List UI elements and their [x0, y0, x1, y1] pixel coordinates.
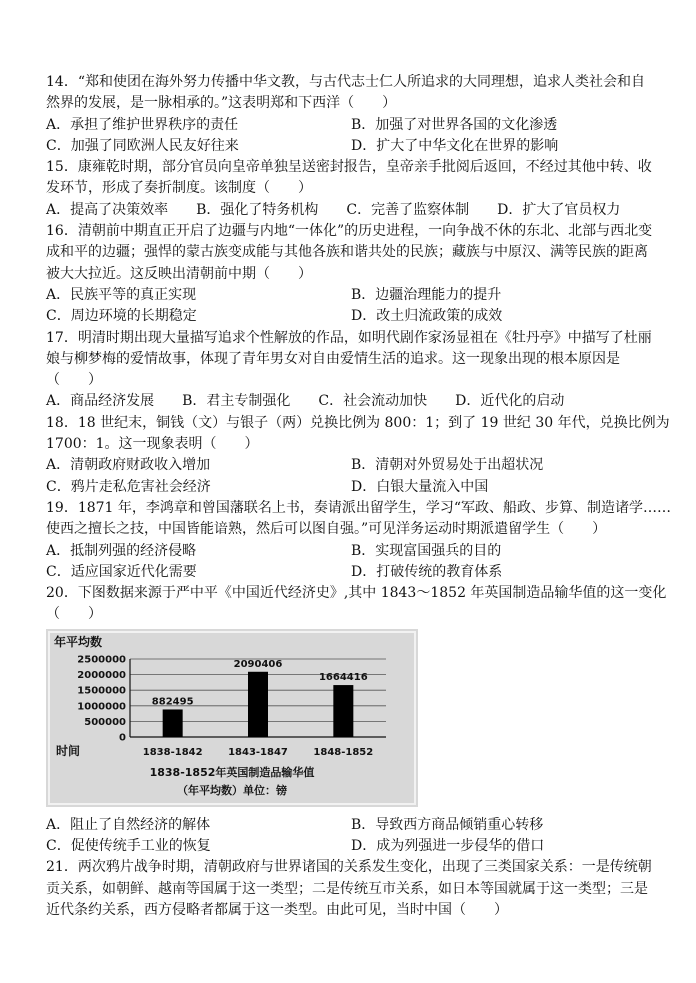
- question-stem-line: 16．清朝前中期直正开启了边疆与内地“一体化”的历史进程，一向争战不休的东北、北部与西北变: [46, 223, 653, 240]
- option-row: [46, 391, 656, 412]
- question-stem-line: 17．明清时期出现大量描写追求个性解放的作品，如明代剧作家汤显祖在《牡丹亭》中描写了杜丽: [46, 329, 652, 346]
- option-b: B．强化了特务机构: [196, 201, 319, 218]
- exam-page: [46, 72, 672, 921]
- option-a: A．清朝政府财政收入增加: [46, 457, 211, 474]
- option-d: D．近代化的启动: [455, 393, 565, 410]
- option-c: C．适应国家近代化需要: [46, 563, 197, 580]
- question-stem-line: 然界的发展，是一脉相承的。”这表明郑和下西洋（ ）: [46, 95, 397, 112]
- x-axis-ticks: [143, 747, 374, 758]
- option-d: D．白银大量流入中国: [351, 478, 489, 495]
- y-tick-label: 0: [119, 732, 126, 744]
- chart-title: 1838-1852年英国制造品输华值: [149, 765, 315, 779]
- option-c: C．加强了同欧洲人民友好往来: [46, 137, 239, 154]
- option-c: C．社会流动加快: [318, 393, 428, 410]
- bar: [248, 671, 268, 736]
- bar: [333, 685, 353, 737]
- option-d: D．打破传统的教育体系: [351, 563, 503, 580]
- y-tick-label: 2000000: [77, 669, 126, 681]
- option-a: A．提高了决策效率: [46, 201, 169, 218]
- question-stem-line: 发环节，形成了奏折制度。该制度（ ）: [46, 180, 312, 197]
- option-c: C．促使传统手工业的恢复: [46, 838, 211, 855]
- option-a: A．抵制列强的经济侵略: [46, 542, 197, 559]
- option-row: [46, 541, 656, 562]
- option-b: B．加强了对世界各国的文化渗透: [351, 116, 558, 133]
- y-tick-label: 1000000: [77, 701, 126, 713]
- option-row: [46, 306, 656, 327]
- question-stem-line: 娘与柳梦梅的爱情故事，体现了青年男女对自由爱情生活的追求。这一现象出现的根本原因是: [46, 350, 620, 367]
- option-row: [46, 136, 656, 157]
- y-tick-label: 2500000: [77, 654, 126, 666]
- option-b: B．导致西方商品倾销重心转移: [351, 816, 544, 833]
- chart-subtitle: （年平均数）单位：镑: [177, 783, 287, 797]
- option-c: C．鸦片走私危害社会经济: [46, 478, 211, 495]
- option-d: D．改土归流政策的成效: [351, 308, 503, 325]
- option-b: B．边疆治理能力的提升: [351, 286, 502, 303]
- option-a: A．商品经济发展: [46, 393, 155, 410]
- option-row: [46, 815, 656, 836]
- option-c: C．完善了监察体制: [346, 201, 470, 218]
- bar-value-label: 2090406: [233, 658, 283, 670]
- question-stem-line: 20．下图数据来源于严中平《中国近代经济史》,其中 1843～1852 年英国制造品输华值的这一变化: [46, 585, 667, 602]
- question-stem-line: （ ）: [46, 372, 102, 389]
- question-21: [46, 857, 656, 921]
- question-stem-line: 18．18 世纪末，铜钱（文）与银子（两）兑换比例为 800：1；到了 19 世纪 30 年代，兑换比例为: [46, 414, 670, 431]
- question-stem-line: 21．两次鸦片战争时期，清朝政府与世界诸国的关系发生变化，出现了三类国家关系：一是传统朝: [46, 859, 652, 876]
- question-stem-line: 被大大拉近。这反映出清朝前中期（ ）: [46, 265, 312, 282]
- chart-header: 年平均数: [54, 634, 103, 649]
- x-tick-label: 1838-1842: [142, 746, 203, 758]
- option-d: D．扩大了中华文化在世界的影响: [351, 137, 559, 154]
- bar-chart: [46, 629, 418, 807]
- bar-chart-svg: [46, 629, 418, 807]
- y-tick-label: 500000: [84, 716, 126, 728]
- option-a: A．阻止了自然经济的解体: [46, 816, 211, 833]
- option-row: [46, 200, 656, 221]
- question-stem-line: 14．“郑和使团在海外努力传播中华文教，与古代志士仁人所追求的大同理想，追求人类社会和自: [46, 74, 645, 90]
- question-17: [46, 328, 656, 413]
- question-18: [46, 413, 670, 498]
- question-stem-line: 使西之擅长之技，中国皆能谙熟，然后可以图自强。”可见洋务运动时期派遣留学生（ ）: [46, 521, 607, 538]
- option-d: D．扩大了官员权力: [497, 201, 621, 218]
- x-axis-label: 时间: [56, 743, 81, 758]
- option-b: B．君主专制强化: [182, 393, 291, 410]
- bar-value-label: 1664416: [318, 671, 368, 683]
- question-stem-line: 1700：1。这一现象表明（ ）: [46, 436, 259, 453]
- question-stem-line: 15．康雍乾时期，部分官员向皇帝单独呈送密封报告，皇帝亲手批阅后返回，不经过其他中转、收: [46, 159, 652, 176]
- question-15: [46, 157, 656, 221]
- question-20: [46, 583, 667, 857]
- question-14: [46, 72, 656, 157]
- option-b: B．实现富国强兵的目的: [351, 542, 502, 559]
- y-tick-label: 1500000: [77, 685, 126, 697]
- option-a: A．民族平等的真正实现: [46, 286, 197, 303]
- question-stem-line: （ ）: [46, 606, 102, 623]
- option-row: [46, 836, 656, 857]
- question-stem-line: 贡关系，如朝鲜、越南等国属于这一类型；二是传统互市关系，如日本等国就属于这一类型；三是: [46, 880, 648, 897]
- option-d: D．成为列强进一步侵华的借口: [351, 838, 545, 855]
- question-stem-line: 近代条约关系，西方侵略者都属于这一类型。由此可见，当时中国（ ）: [46, 901, 508, 918]
- option-a: A．承担了维护世界秩序的责任: [46, 116, 239, 133]
- option-row: [46, 455, 656, 476]
- question-19: [46, 498, 672, 583]
- question-16: [46, 221, 656, 327]
- question-stem-line: 成和平的边疆；强悍的蒙古族变成能与其他各族和谐共处的民族；藏族与中原汉、满等民族的距离: [46, 244, 648, 261]
- x-tick-label: 1848-1852: [313, 746, 374, 758]
- option-row: [46, 115, 656, 136]
- question-stem-line: 19．1871 年，李鸿章和曾国藩联名上书，奏请派出留学生，学习“军政、船政、步算、制造诸学……: [46, 499, 672, 516]
- option-c: C．周边环境的长期稳定: [46, 308, 197, 325]
- x-tick-label: 1843-1847: [228, 746, 288, 758]
- option-b: B．清朝对外贸易处于出超状况: [351, 457, 544, 474]
- option-row: [46, 285, 656, 306]
- option-row: [46, 562, 656, 583]
- bar: [163, 709, 183, 737]
- option-row: [46, 477, 656, 498]
- bar-value-label: 882495: [151, 696, 194, 708]
